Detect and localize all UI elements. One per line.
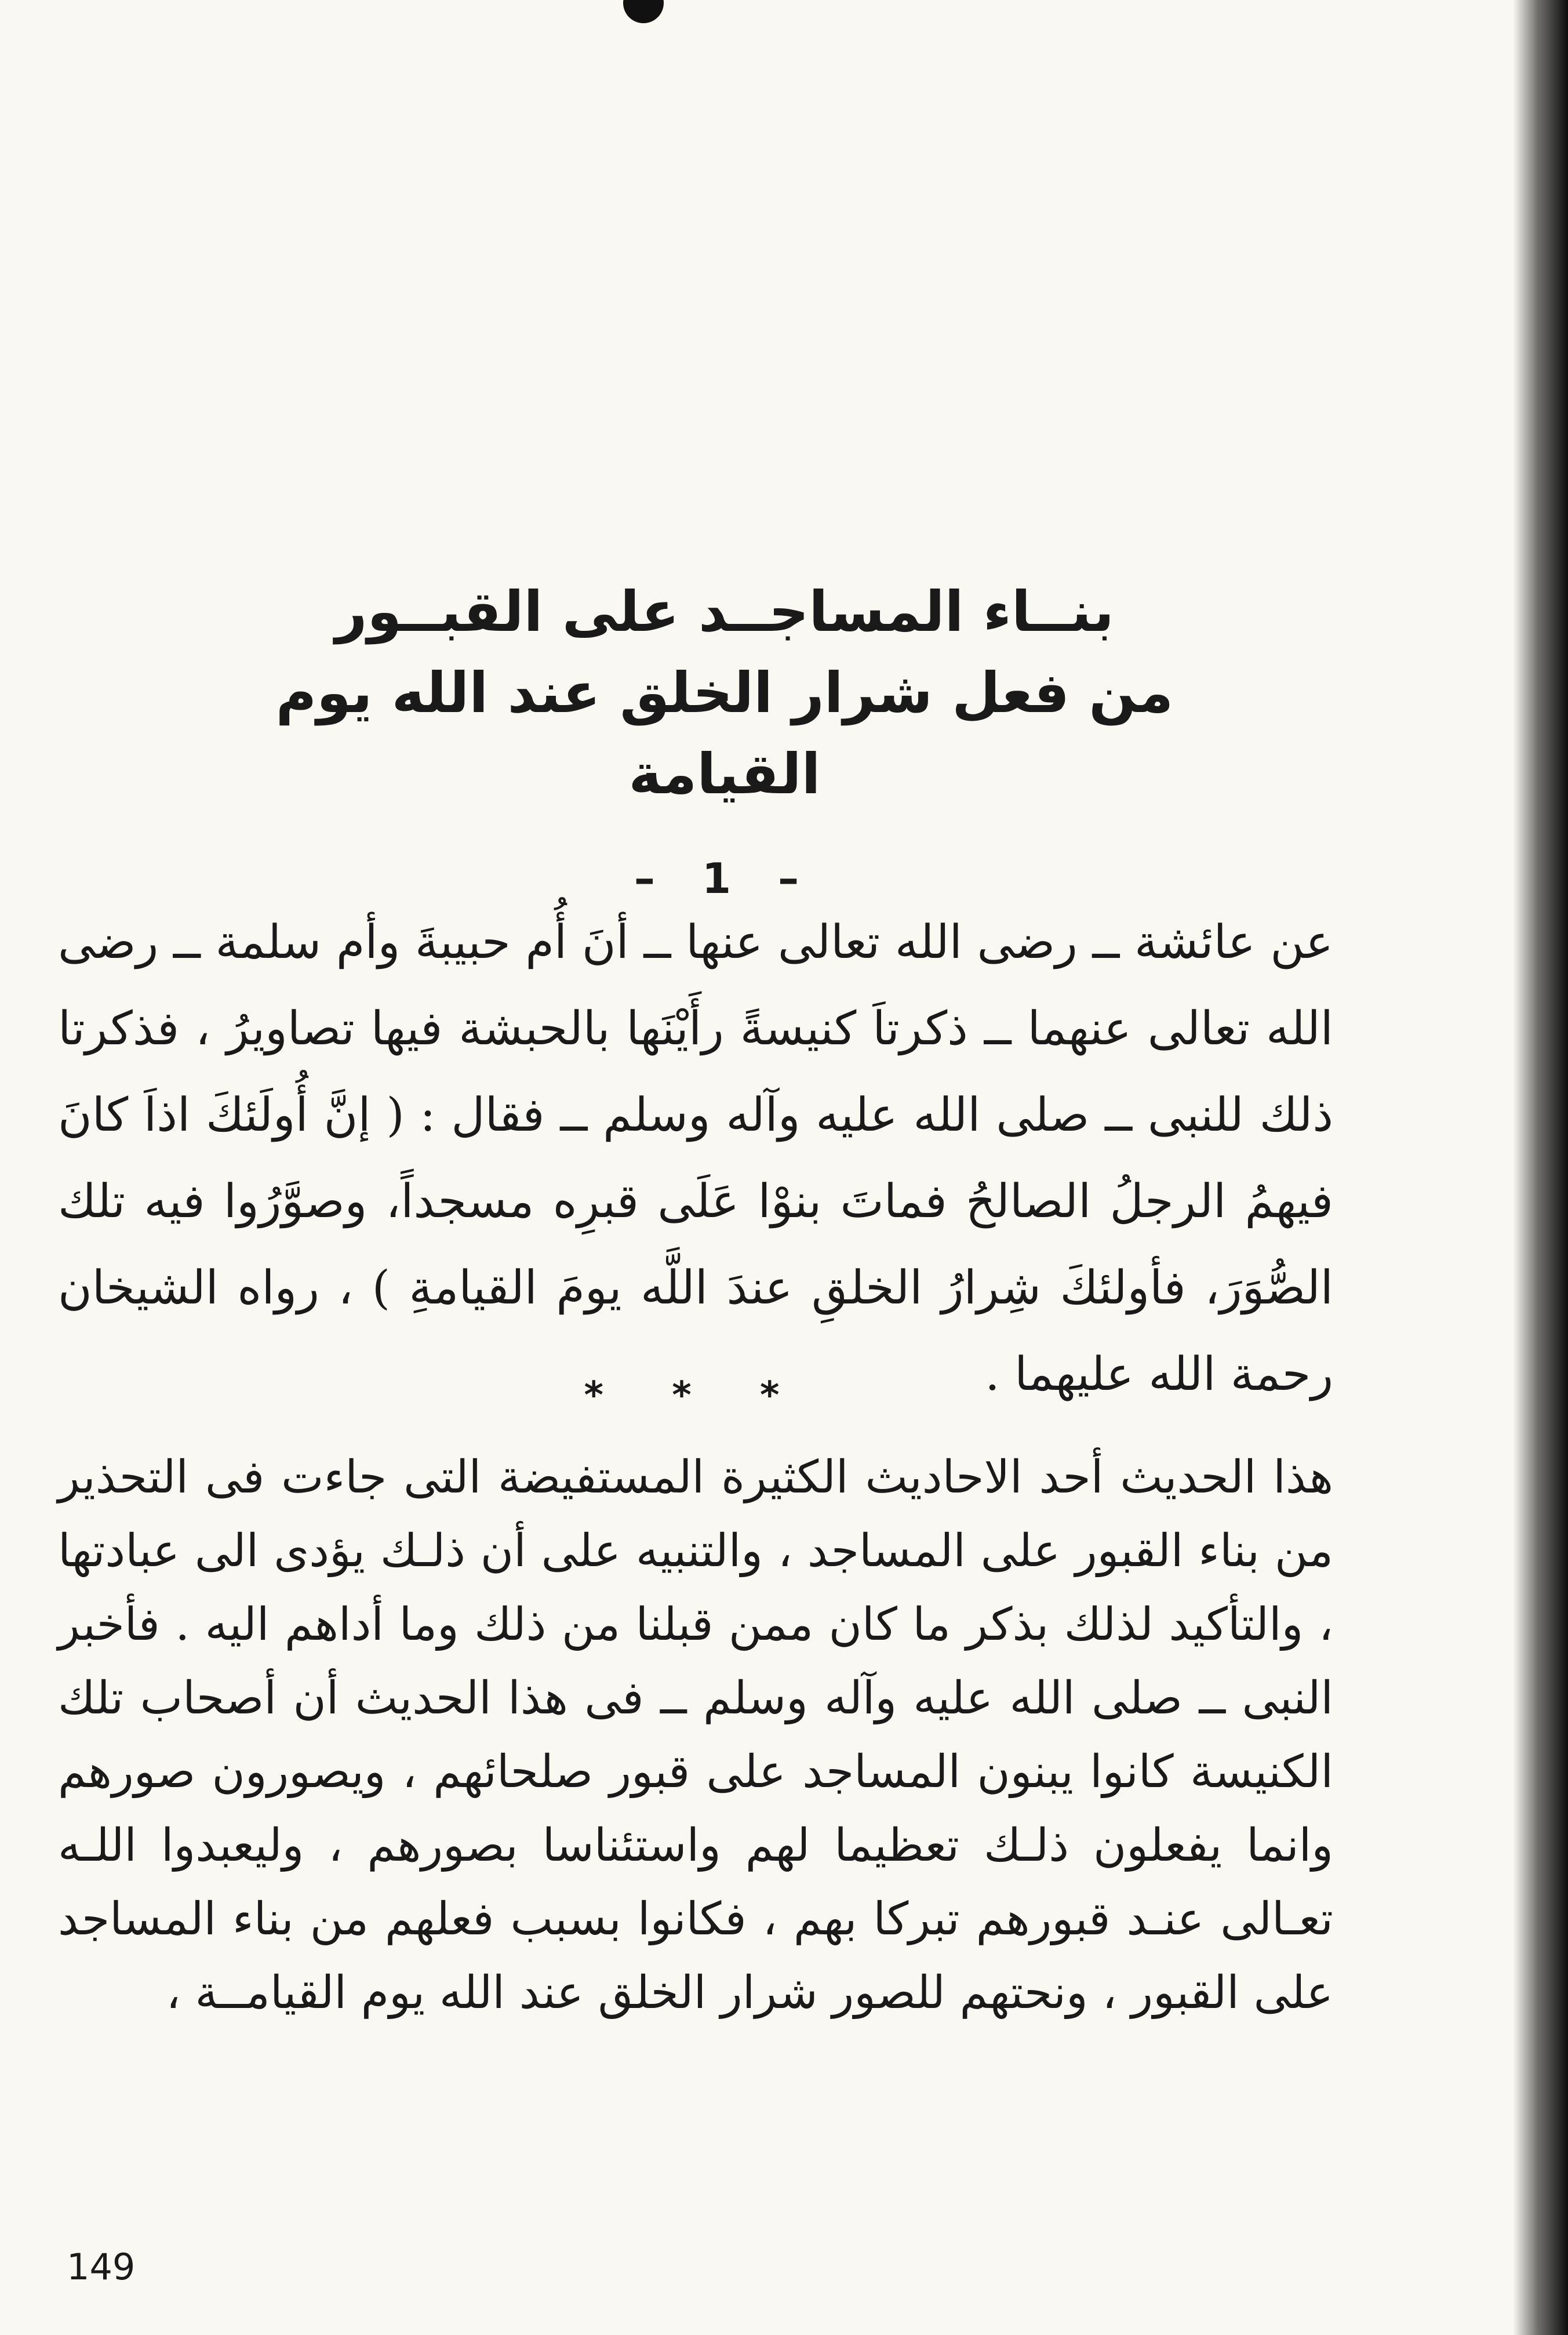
page-number: 149 <box>67 2246 136 2288</box>
chapter-title: بنــاء المساجــد على القبــور <box>335 579 1114 644</box>
commentary-paragraph: هذا الحديث أحد الاحاديث الكثيرة المستفيضة التى جاءت فى التحذير من بناء القبور على المساجد ، والتنبيه على أن ذلـك يؤدى الى عبادتها ، والتأكيد لذلك بذكر ما كان ممن قبلنا من ذلك وما أداهم اليه . فأخبر النبى ــ صلى الله عليه وآله وسلم ــ فى هذا الحديث أن أصحاب تلك الكنيسة كانوا يبنون المساجد على قبور صلحائهم ، ويصورون صورهم وانما يفعلون ذلـك تعظيما لهم واستئناسا بصورهم ، وليعبدوا اللـه تعـالى عنـد قبورهم تبركا بهم ، فكانوا بسبب فعلهم من بناء المساجد على القبور ، ونحتهم للصور شرار الخلق عند الله يوم القيامــة ، <box>58 1451 1333 2019</box>
chapter-subtitle: من فعل شرار الخلق عند الله يوم القيامة <box>275 660 1174 807</box>
hadith-paragraph: عن عائشة ــ رضى الله تعالى عنها ــ أنَ أُم حبيبةَ وأم سلمة ــ رضى الله تعالى عنهما ــ ذكرتاَ كنيسةً رأَيْنَها بالحبشة فيها تصاويرُ ، فذكرتا ذلك للنبى ــ صلى الله عليه وآله وسلم ــ فقال : ( إنَّ أُولَئكَ اذاَ كانَ فيهمُ الرجلُ الصالحُ فماتَ بنوْا عَلَى قبرِه مسجداً، وصوَّرُوا فيه تلك الصُّوَرَ، فأولئكَ شِرارُ الخلقِ عندَ اللَّه يومَ القيامةِ ) ، رواه الشيخان رحمة الله عليهما . <box>58 915 1333 1401</box>
section-separator: * * * <box>584 1374 807 1417</box>
scan-blot <box>623 0 664 23</box>
chapter-heading <box>174 571 1275 907</box>
page-edge-shadow <box>1513 0 1568 2335</box>
section-number: – 1 – <box>634 854 816 903</box>
